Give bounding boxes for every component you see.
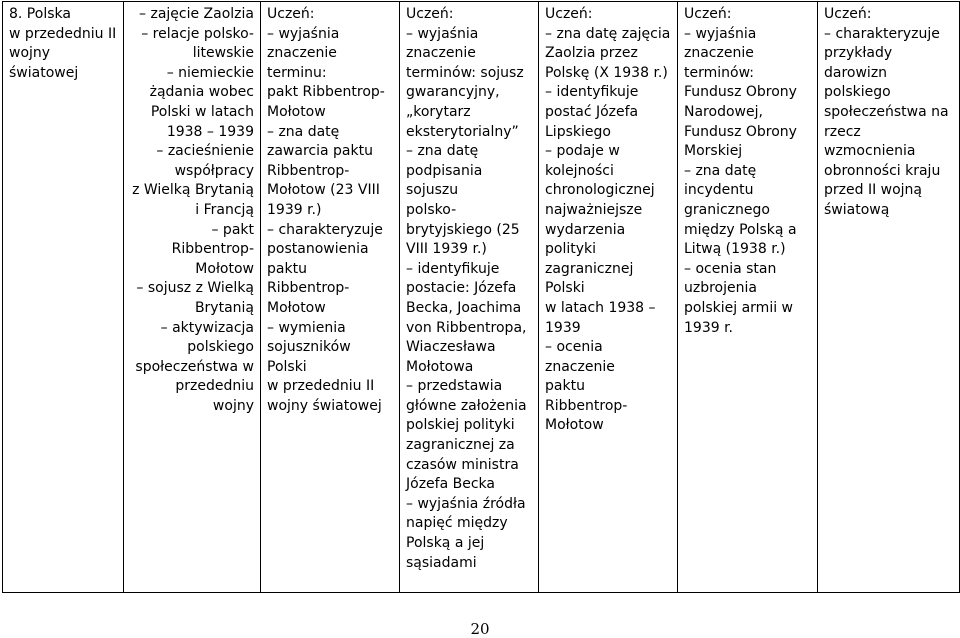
requirements-cell-4 (678, 2, 818, 593)
topic-cell (3, 2, 124, 593)
content-cell (124, 2, 261, 593)
requirements-text-2: Uczeń: – wyjaśnia znaczenie terminów: sojusz gwarancyjny, „korytarz eksterytorialny” – zna datę podpisania sojuszu polsko- brytyjskiego (25 VIII 1939 r.) – identyfikuje postacie: Józefa Becka, Joachima von Ribbentropa, Wiaczesława Mołotowa – przedstawia główne założenia polskiej polityki zagranicznej za czasów ministra Józefa Becka – wyjaśnia źródła napięć między Polską a jej sąsiadami (406, 6, 527, 571)
requirements-cell-2 (400, 2, 539, 593)
requirements-text-1: Uczeń: – wyjaśnia znaczenie terminu: pakt Ribbentrop- Mołotow – zna datę zawarcia paktu Ribbentrop- Mołotow (23 VIII 1939 r.) – charakteryzuje postanowienia paktu Ribbentrop- Mołotow – wymienia sojuszników Polski w przededniu II wojny światowej (267, 6, 385, 414)
requirements-text-4: Uczeń: – wyjaśnia znaczenie terminów: Fundusz Obrony Narodowej, Fundusz Obrony Morskiej – zna datę incydentu granicznego między Polską a Litwą (1938 r.) – ocenia stan uzbrojenia polskiej armii w 1939 r. (684, 6, 797, 336)
content-text: – zajęcie Zaolzia – relacje polsko- litewskie – niemieckie żądania wobec Polski w latach 1938 – 1939 – zacieśnienie współpracy z Wielką Brytanią i Francją – pakt Ribbentrop- Mołotow – sojusz z Wielką Brytanią – aktywizacja polskiego społeczeństwa w przededniu wojny (132, 6, 254, 414)
requirements-text-3: Uczeń: – zna datę zajęcia Zaolzia przez Polskę (X 1938 r.) – identyfikuje postać Józefa Lipskiego – podaje w kolejności chronologicznej najważniejsze wydarzenia polityki zagranicznej Polski w latach 1938 – 1939 – ocenia znaczenie paktu Ribbentrop- Mołotow (545, 6, 671, 434)
requirements-text-5: Uczeń: – charakteryzuje przykłady darowizn polskiego społeczeństwa na rzecz wzmocnienia obronności kraju przed II wojną światową (824, 6, 949, 218)
table-row (3, 2, 960, 593)
page-number: 20 (470, 620, 490, 638)
topic-text: 8. Polska w przededniu II wojny światowej (9, 6, 117, 81)
requirements-cell-5 (818, 2, 960, 593)
curriculum-table (2, 1, 960, 593)
requirements-cell-3 (539, 2, 678, 593)
requirements-cell-1 (261, 2, 400, 593)
